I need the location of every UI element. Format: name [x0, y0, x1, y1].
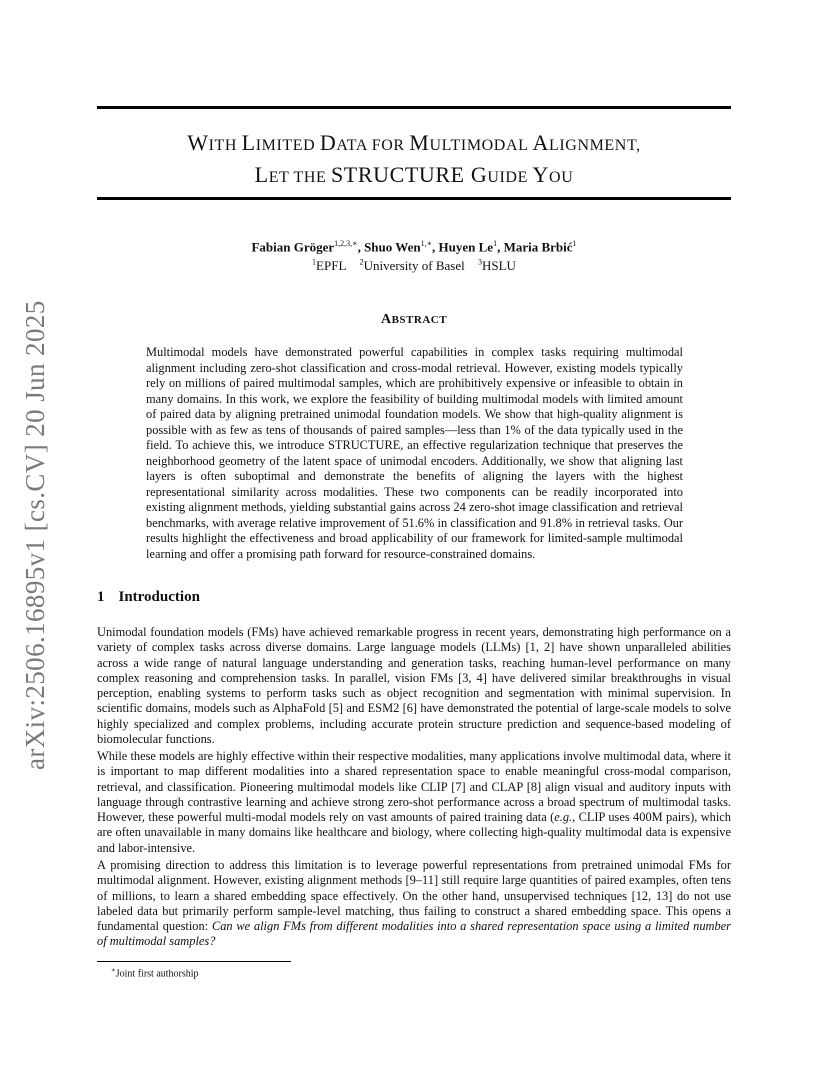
title-line-2 [97, 160, 731, 192]
affiliation-item [478, 258, 516, 273]
title-line-1 [97, 128, 731, 160]
title-word: Y [532, 162, 550, 187]
abstract-heading-smallcaps: BSTRACT [391, 314, 448, 326]
title-word: G [470, 162, 488, 187]
author-name: Huyen Le [438, 239, 494, 255]
author-name: Maria Brbić [503, 239, 573, 255]
intro-paragraph-3 [97, 858, 731, 950]
author-affil-sup: 1 [493, 239, 498, 248]
title-word-smallcaps: OU [549, 169, 574, 186]
footnote-text: Joint first authorship [115, 968, 199, 980]
affiliation-item [312, 258, 346, 273]
author-affil-sup: 1 [572, 239, 577, 248]
affiliation-list [97, 254, 731, 275]
affiliation-sup: 3 [477, 258, 482, 267]
affiliation-sup: 1 [312, 258, 317, 267]
affiliation-sup: 2 [359, 258, 364, 267]
title-word: L [254, 162, 269, 187]
title-word: L [241, 130, 256, 155]
title-rule-top [97, 106, 731, 109]
title-word-smallcaps: ET THE [268, 169, 331, 186]
section-number: 1 [97, 589, 105, 605]
author-affil-sup: 1,∗ [420, 239, 433, 248]
affiliation-item [360, 258, 465, 273]
title-word: A [532, 130, 549, 155]
author-name: Fabian Gröger [251, 239, 335, 255]
author-separator: , [432, 239, 439, 255]
title-word: D [319, 130, 337, 155]
footnote [111, 964, 199, 980]
intro-paragraph-2 [97, 749, 731, 856]
footnote-rule [97, 961, 291, 962]
affiliation-name: University of Basel [363, 258, 465, 274]
title-word-smallcaps: ULTIMODAL [429, 137, 533, 154]
affiliation-name: HSLU [481, 258, 516, 274]
title-word-smallcaps: ITH [208, 137, 242, 154]
abstract-heading [97, 312, 731, 328]
intro-paragraph-1: Unimodal foundation models (FMs) have achieved remarkable progress in recent years, demonstrating high performance on a variety of complex tasks across diverse domains. Large language models (LLMs) [1, 2] have shown unparalleled abilities across a wide range of natural language understanding and generation tasks, reaching human-level performance on many complex reasoning and comprehension tasks. In parallel, vision FMs [3, 4] have delivered similar breakthroughs in visual perception, enabling systems to perform tasks such as object recognition and segmentation with minimal supervision. In scientific domains, models such as AlphaFold [5] and ESM2 [6] have demonstrated the potential of large-scale models to solve highly specialized and complex problems, including accurate protein structure prediction and sequence-based modeling of biomolecular functions. [97, 625, 731, 747]
abstract-text: Multimodal models have demonstrated powerful capabilities in complex tasks requiring multimodal alignment including zero-shot classification and cross-modal retrieval. However, existing models typically rely on millions of paired multimodal samples, which are prohibitively expensive or infeasible to obtain in many domains. In this work, we explore the feasibility of building multimodal models with limited amount of paired data by aligning pretrained unimodal foundation models. We show that high-quality alignment is possible with as few as tens of thousands of paired samples—less than 1% of the data typically used in the field. To achieve this, we introduce STRUCTURE, an effective regularization technique that preserves the neighborhood geometry of the latent space of unimodal encoders. Additionally, we show that aligning last layers is often suboptimal and demonstrate the benefits of aligning the layers with the highest representational similarity across modalities. These two components can be readily incorporated into existing alignment methods, yielding substantial gains across 24 zero-shot image classification and retrieval benchmarks, with average relative improvement of 51.6% in classification and 91.8% in retrieval tasks. Our results highlight the effectiveness and broad applicability of our framework for limited-sample multimodal learning and offer a promising path forward for resource-constrained domains. [146, 345, 683, 561]
author-separator: , [357, 239, 365, 255]
paragraph-text: , CLIP uses 400M pairs), which are often unavailable in many domains like healthcare and biology, where collecting high-quality multimodal data is expensive and labor-intensive. [97, 810, 731, 855]
author-name: Shuo Wen [364, 239, 421, 255]
author-affil-sup: 1,2,3,∗ [334, 239, 358, 248]
affiliation-name: EPFL [316, 258, 347, 274]
paper-title [97, 128, 731, 192]
title-word-smallcaps: ATA FOR [336, 137, 410, 154]
footnote-marker: ∗ [111, 966, 116, 974]
title-word: W [187, 130, 209, 155]
section-title: Introduction [118, 589, 200, 605]
title-word: STRUCTURE [330, 162, 471, 187]
title-word-smallcaps: IMITED [255, 137, 320, 154]
author-separator: , [497, 239, 504, 255]
title-word: M [409, 130, 430, 155]
title-rule-bottom [97, 197, 731, 200]
title-word-smallcaps: UIDE [487, 169, 533, 186]
paragraph-text: While these models are highly effective within their respective modalities, many applications involve multimodal data, where it is important to map different modalities into a shared representation space to enable meaningful cross-modal comparison, retrieval, and classification. Pioneering multimodal models like CLIP [7] and CLAP [8] align visual and auditory inputs with language through contrastive learning and achieve strong zero-shot performance across a broad spectrum of multimodal tasks. However, these powerful multi-modal models rely on vast amounts of paired training data ( [97, 749, 731, 825]
paragraph-emphasis: Can we align FMs from different modalities into a shared representation space using a limited number of multimodal samples? [97, 919, 731, 949]
paragraph-text: A promising direction to address this limitation is to leverage powerful representations from pretrained unimodal FMs for multimodal alignment. However, existing alignment methods [9–11] still require large quantities of paired examples, often tens of millions, to learn a shared embedding space effectively. On the other hand, unsupervised techniques [12, 13] do not use labeled data but primarily perform sample-level matching, thus failing to construct a shared embedding space. This opens a fundamental question: [97, 858, 731, 934]
title-word-smallcaps: LIGNMENT, [548, 137, 641, 154]
abstract-heading-initial: A [380, 312, 392, 327]
paragraph-emphasis: e.g. [554, 810, 573, 825]
arxiv-stamp: arXiv:2506.16895v1 [cs.CV] 20 Jun 2025 [20, 300, 50, 770]
section-heading [97, 589, 200, 606]
